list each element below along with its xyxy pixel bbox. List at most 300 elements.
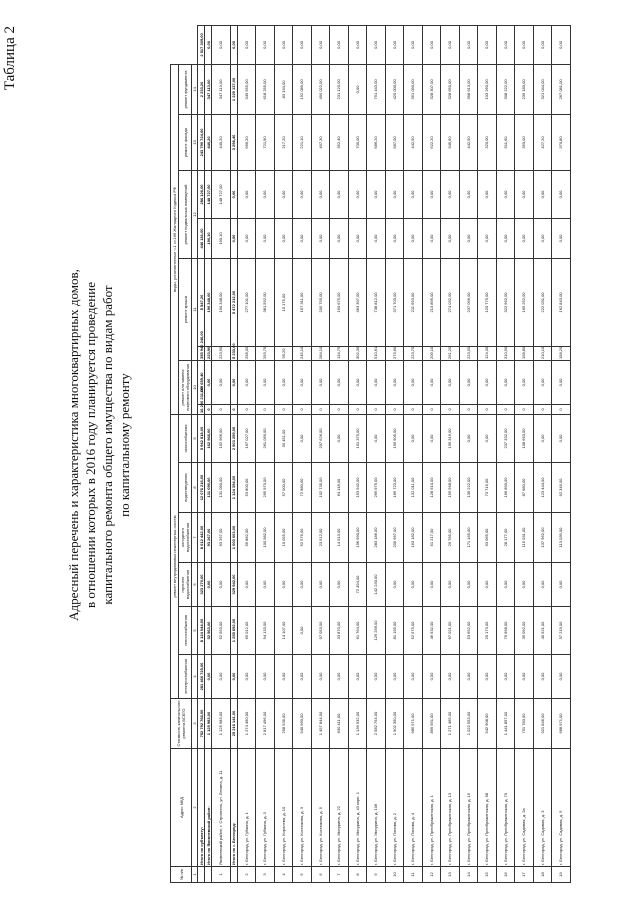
- row-value: 23 512,00: [311, 513, 330, 563]
- row-value: 302,30: [348, 346, 367, 360]
- row-value: 83 164,00: [274, 64, 293, 114]
- row-value: 542 908,00: [478, 699, 497, 749]
- row-value: 0,00: [348, 218, 367, 258]
- row-value: 0,00: [237, 170, 256, 218]
- row-address: г. Белгород, ул. Попова, д. 4: [404, 749, 423, 867]
- row-value: 0,00: [478, 414, 497, 462]
- row-value: 0,00: [230, 360, 237, 404]
- row-value: 350,00: [515, 114, 534, 170]
- row-value: 52 563,00: [205, 607, 212, 655]
- row-value: 261 069,00: [256, 414, 275, 462]
- row-value: 0: [459, 404, 478, 414]
- row-value: 0,00: [330, 170, 349, 218]
- row-value: 166 723,00: [385, 463, 404, 513]
- row-value: 171 165,00: [459, 513, 478, 563]
- row-value: 0,00: [515, 218, 534, 258]
- row-value: 0,00: [205, 360, 212, 404]
- row-value: 0,00: [367, 170, 386, 218]
- row-value: 196 890,00: [496, 463, 515, 513]
- row-value: 190,10: [212, 218, 231, 258]
- row-value: 0,00: [404, 563, 423, 607]
- row-value: 0,00: [441, 26, 460, 65]
- row-value: 921 846,00: [533, 699, 552, 749]
- row-value: 370,80: [552, 114, 571, 170]
- row-value: 0,00: [385, 26, 404, 65]
- row-address: г. Белгород, ул. Губкина, д. 3: [256, 749, 275, 867]
- row-value: 0,00: [274, 218, 293, 258]
- table-row: [459, 26, 478, 883]
- row-value: 223,90: [205, 346, 211, 359]
- row-value: 258 535,00: [274, 699, 293, 749]
- row-value: 0,00: [459, 218, 478, 258]
- row-value: 355 942 246,00: [198, 331, 204, 359]
- row-value: 0: [274, 404, 293, 414]
- row-value: 0,00: [274, 563, 293, 607]
- row-address: г. Белгород, ул. Костюкова, д. 3: [293, 749, 312, 867]
- col-number: 11: [192, 258, 198, 360]
- row-value: 0,00: [274, 360, 293, 404]
- row-value: 0,00: [404, 26, 423, 65]
- row-value: 349 555,00: [237, 64, 256, 114]
- row-value: 120 775,00: [478, 258, 497, 346]
- row-value: 0,00: [367, 218, 386, 258]
- row-value: 0,00: [293, 607, 312, 655]
- row-value: 0: [515, 404, 534, 414]
- row-value: 0,00: [496, 218, 515, 258]
- row-value: 64 118,00: [330, 463, 349, 513]
- col-header-lift: ремонт или замена лифтового оборудования: [179, 360, 192, 414]
- row-address: г. Белгород, ул. Преображенская, д. 68: [478, 749, 497, 867]
- row-value: 985 971,00: [404, 699, 423, 749]
- col-number: 13: [192, 114, 198, 170]
- row-value: 0,00: [496, 655, 515, 699]
- row-value: 0: [367, 404, 386, 414]
- row-value: 281 460 725,00: [198, 655, 205, 699]
- row-value: 165 252,00: [515, 258, 534, 346]
- row-value: 371 703,00: [385, 258, 404, 346]
- row-value: 0,00: [552, 414, 571, 462]
- row-value: 131 090,00: [212, 463, 231, 513]
- row-value: 12 076 216,00: [198, 463, 205, 513]
- row-value: 5 233,00: [231, 343, 236, 359]
- row-value: 0,00: [348, 655, 367, 699]
- row-value: 46 532,00: [422, 607, 441, 655]
- row-value: 28 177,00: [496, 513, 515, 563]
- row-value: 0,00: [385, 655, 404, 699]
- row-value: 0,00: [459, 360, 478, 404]
- row-value: 108 663,00: [515, 414, 534, 462]
- row-value: 209,10: [422, 346, 441, 360]
- row-value: 223,90: [212, 346, 231, 360]
- col-header-cold-water: холодного водоснабжения: [179, 513, 192, 563]
- row-value: 37 219,00: [552, 607, 571, 655]
- row-value: 72 980,00: [293, 463, 312, 513]
- row-value: 2 233,20: [198, 64, 205, 114]
- row-value: 398 613,00: [459, 64, 478, 114]
- row-value: 0,00: [311, 563, 330, 607]
- row-value: 51 217,00: [422, 513, 441, 563]
- row-value: 148 727,00: [205, 170, 212, 218]
- table-row: [367, 26, 386, 883]
- row-value: 0,00: [552, 563, 571, 607]
- row-value: 221,10: [293, 114, 312, 170]
- row-value: 20 785,00: [441, 513, 460, 563]
- row-value: 0,00: [552, 218, 571, 258]
- row-value: 93 267,00: [212, 513, 231, 563]
- row-value: 158,20: [552, 346, 571, 360]
- row-value: 0,00: [533, 414, 552, 462]
- row-value: 310,90: [496, 346, 515, 360]
- row-number: 8: [348, 867, 367, 883]
- row-value: 420 000,00: [385, 64, 404, 114]
- row-value: 1 229 137,00: [230, 64, 237, 114]
- row-number: 5: [293, 867, 312, 883]
- table-row: [237, 26, 256, 883]
- row-value: 0,00: [441, 218, 460, 258]
- row-value: 210,10: [533, 346, 552, 360]
- row-value: 0: [293, 404, 312, 414]
- row-value: 33 870,00: [330, 607, 349, 655]
- row-value: 0,00: [404, 218, 423, 258]
- row-value: 217,20: [274, 114, 293, 170]
- row-value: 0: [230, 404, 237, 414]
- col-header-sewerage: водоотведения: [179, 463, 192, 513]
- row-number: 19: [552, 867, 571, 883]
- row-value: 25 216 141,00: [230, 699, 237, 749]
- row-value: 190 348,00: [205, 258, 212, 346]
- row-value: 61 764,00: [348, 607, 367, 655]
- row-value: 0,00: [404, 360, 423, 404]
- row-value: 2 817 496,00: [256, 699, 275, 749]
- row-value: 0,00: [274, 655, 293, 699]
- row-value: 1 271 465,00: [441, 699, 460, 749]
- row-number: [205, 867, 212, 883]
- total-row: [205, 26, 212, 883]
- col-header-roof: ремонт крыши: [179, 258, 192, 360]
- row-value: 1 000 003,00: [230, 513, 237, 563]
- row-value: 0,00: [422, 26, 441, 65]
- row-value: 322 962,00: [496, 258, 515, 346]
- row-value: 0,00: [459, 26, 478, 65]
- row-value: 92 349,00: [552, 463, 571, 513]
- row-value: 0,00: [237, 360, 256, 404]
- row-value: 0,00: [459, 414, 478, 462]
- row-value: 158,80: [515, 346, 534, 360]
- row-value: 0,00: [330, 26, 349, 65]
- row-value: 162 843,00: [552, 258, 571, 346]
- row-value: 347 113,00: [212, 64, 231, 114]
- row-value: 0,00: [496, 26, 515, 65]
- row-value: 115 031,00: [515, 513, 534, 563]
- row-number: 2: [237, 867, 256, 883]
- table-row: [385, 26, 404, 883]
- row-value: 0,00: [515, 26, 534, 65]
- row-value: 2 517 309,00: [198, 26, 205, 65]
- row-value: 16 250 231,00: [198, 387, 204, 413]
- row-value: 323 270,00: [198, 563, 205, 607]
- row-value: 0,00: [367, 26, 386, 65]
- row-value: 0: [212, 404, 231, 414]
- col-number: 3: [192, 699, 198, 749]
- row-value: 0: [256, 404, 275, 414]
- row-number: 4: [274, 867, 293, 883]
- row-value: 10 055,00: [274, 513, 293, 563]
- row-value: 427,20: [533, 114, 552, 170]
- col-header-address: Адрес МКД: [171, 749, 192, 867]
- row-number: [198, 867, 205, 883]
- row-value: 231 120,00: [330, 64, 349, 114]
- row-value: 0: [496, 404, 515, 414]
- row-value: 191 375,00: [348, 414, 367, 462]
- table-row: [422, 26, 441, 883]
- row-value: 196 990,00: [348, 513, 367, 563]
- row-value: 446 181,00: [198, 218, 205, 258]
- row-value: 0,00: [293, 414, 312, 462]
- row-value: 35 092,00: [515, 607, 534, 655]
- row-value: 1 125 983,00: [205, 699, 212, 749]
- row-value: 0,00: [478, 563, 497, 607]
- row-address: Итого по г. Белгород:: [230, 749, 237, 867]
- row-value: 93 267,00: [205, 513, 212, 563]
- document-title-line-1: Адресный перечень и характеристика многоквартирных домов,: [66, 269, 81, 621]
- row-value: 195 316,00: [441, 414, 460, 462]
- row-value: 57 000,00: [274, 463, 293, 513]
- row-value: 0,00: [515, 563, 534, 607]
- col-number: 5: [192, 607, 198, 655]
- row-value: 0,00: [237, 563, 256, 607]
- row-value: 0,00: [274, 170, 293, 218]
- row-value: 0: [205, 404, 212, 414]
- row-value: 0,00: [256, 218, 275, 258]
- col-number: 8: [192, 463, 198, 513]
- row-value: 87 680,00: [515, 463, 534, 513]
- row-value: 65 012,00: [237, 607, 256, 655]
- row-number: 16: [496, 867, 515, 883]
- col-header-num: № п/п: [171, 867, 192, 883]
- register-table-body: [198, 26, 571, 883]
- row-value: 666,20: [237, 114, 256, 170]
- row-value: 0,00: [348, 64, 367, 114]
- col-header-hot-water: горячего водоснабжения: [179, 563, 192, 607]
- row-value: 1 457 844,00: [311, 699, 330, 749]
- row-value: 0,00: [230, 26, 237, 65]
- row-value: 213 899,00: [422, 258, 441, 346]
- row-value: 295 970,00: [256, 463, 275, 513]
- row-value: 53 652,00: [459, 607, 478, 655]
- row-value: 0: [385, 404, 404, 414]
- row-value: 0,00: [459, 655, 478, 699]
- row-value: 440,20: [212, 114, 231, 170]
- row-value: 0,00: [533, 218, 552, 258]
- row-value: 0,00: [533, 655, 552, 699]
- row-value: 30 451,00: [274, 414, 293, 462]
- row-value: 442,50: [404, 114, 423, 170]
- row-value: 94 133,00: [256, 607, 275, 655]
- row-value: 113 039,00: [552, 513, 571, 563]
- row-address: г. Белгород, ул. Садовая, д. 3: [533, 749, 552, 867]
- row-value: 56 882,00: [237, 513, 256, 563]
- row-value: 0,00: [404, 170, 423, 218]
- row-value: 0,00: [212, 360, 231, 404]
- row-value: 0,00: [212, 655, 231, 699]
- col-number: 4: [192, 655, 198, 699]
- row-value: 0,00: [422, 414, 441, 462]
- row-value: 0,00: [533, 563, 552, 607]
- row-value: 791 443,00: [367, 64, 386, 114]
- row-value: 345,60: [441, 114, 460, 170]
- group-header-works: ремонт внутридомовых инженерных систем: [171, 414, 179, 698]
- row-value: 0,00: [237, 218, 256, 258]
- row-value: 190 348,00: [212, 258, 231, 346]
- row-value: 442,50: [459, 114, 478, 170]
- row-value: 0: [422, 404, 441, 414]
- row-value: 132 011,00: [404, 463, 423, 513]
- row-value: 0,00: [205, 26, 212, 65]
- row-value: 15 175,00: [274, 258, 293, 346]
- table-row: [274, 26, 293, 883]
- row-value: 277 101,00: [237, 258, 256, 346]
- row-value: 752 792 766,00: [198, 699, 205, 749]
- document-title-line-2: в отношении которых в 2016 году планируется проведение: [83, 282, 98, 608]
- table-row: [348, 26, 367, 883]
- row-value: 137 962,00: [533, 513, 552, 563]
- row-value: 109 659,40: [198, 360, 205, 404]
- row-value: 0,00: [441, 170, 460, 218]
- row-value: 81 195,00: [385, 607, 404, 655]
- row-value: 245,10: [293, 346, 312, 360]
- col-number: 6: [192, 563, 198, 607]
- row-value: 0,00: [515, 170, 534, 218]
- row-value: 2 582 754,00: [367, 699, 386, 749]
- row-value: 93 065,00: [478, 513, 497, 563]
- row-value: 1 255 692,00: [230, 607, 237, 655]
- row-value: 131 090,00: [205, 463, 212, 513]
- row-number: 6: [311, 867, 330, 883]
- row-value: 0,00: [385, 218, 404, 258]
- col-header-facade: ремонт фасада: [179, 114, 192, 170]
- row-value: 0,00: [385, 170, 404, 218]
- row-value: 0,00: [230, 170, 237, 218]
- row-value: 0,00: [478, 26, 497, 65]
- row-value: 284,10: [311, 346, 330, 360]
- row-value: 124,30: [478, 346, 497, 360]
- row-value: 0,00: [205, 655, 212, 699]
- row-value: 1 139 932,00: [348, 699, 367, 749]
- row-number: 15: [478, 867, 497, 883]
- row-number: 12: [422, 867, 441, 883]
- row-value: 0,00: [293, 26, 312, 65]
- row-number: 11: [404, 867, 423, 883]
- col-header-total: Стоимость капитального ремонта ВСЕГО: [171, 699, 192, 749]
- row-value: 205 755,00: [311, 258, 330, 346]
- row-value: 329 942,00: [230, 563, 237, 607]
- row-value: 67 021,00: [441, 607, 460, 655]
- row-value: 167 027,00: [237, 414, 256, 462]
- row-value: 128 610,00: [422, 463, 441, 513]
- row-value: 0,00: [459, 563, 478, 607]
- row-value: 0,00: [478, 655, 497, 699]
- row-value: 738 812,00: [367, 258, 386, 346]
- row-value: 222 031,00: [533, 258, 552, 346]
- table-row: [552, 26, 571, 883]
- table-row: [478, 26, 497, 883]
- col-number: 10: [192, 360, 198, 414]
- row-value: 211 693,00: [404, 258, 423, 346]
- row-value: 258,00: [237, 346, 256, 360]
- row-value: 190,10: [205, 218, 212, 258]
- row-value: 8 124 044,00: [198, 607, 205, 655]
- row-value: 0,00: [256, 563, 275, 607]
- col-number: 9: [192, 414, 198, 462]
- row-value: 1 124 394,00: [230, 463, 237, 513]
- row-value: 511,60: [496, 114, 515, 170]
- row-value: 0,00: [293, 655, 312, 699]
- row-value: 0,00: [422, 218, 441, 258]
- row-value: 1 902 350,00: [385, 699, 404, 749]
- col-header-gas: газоснабжения: [179, 414, 192, 462]
- row-value: 0,00: [533, 26, 552, 65]
- row-value: 5 942 818,00: [198, 414, 205, 462]
- row-value: 0,00: [348, 26, 367, 65]
- row-value: 1 441 857,00: [496, 699, 515, 749]
- row-address: Итого по субъекту:: [198, 749, 205, 867]
- row-value: 320,00: [478, 114, 497, 170]
- row-value: 0,00: [348, 360, 367, 404]
- row-value: 0,00: [212, 26, 231, 65]
- row-value: 0,00: [552, 170, 571, 218]
- row-value: 321 044,00: [533, 64, 552, 114]
- row-value: 899 951,00: [422, 699, 441, 749]
- row-value: 283 186,00: [367, 513, 386, 563]
- row-value: 587,00: [385, 114, 404, 170]
- row-address: Яковлевский район, г. Строитель, ул. Ленина, д. 11: [212, 749, 231, 867]
- row-address: Итого по Яковлевский район:: [205, 749, 212, 867]
- row-number: 17: [515, 867, 534, 883]
- row-value: 0: [237, 404, 256, 414]
- row-value: 0,00: [237, 655, 256, 699]
- row-value: 134,70: [330, 346, 349, 360]
- row-value: 0: [441, 404, 460, 414]
- row-value: 351 090,00: [404, 64, 423, 114]
- row-value: 440,20: [205, 114, 212, 170]
- row-value: 0,00: [422, 563, 441, 607]
- row-value: 0,00: [256, 26, 275, 65]
- row-value: 123 444,00: [533, 463, 552, 513]
- row-value: 52 563,00: [212, 607, 231, 655]
- table-row: [496, 26, 515, 883]
- row-value: 0: [478, 404, 497, 414]
- row-value: 0,00: [367, 360, 386, 404]
- row-value: 0,00: [311, 655, 330, 699]
- row-value: 0,00: [533, 170, 552, 218]
- col-number: 12: [192, 170, 198, 258]
- row-value: 139 222,00: [459, 463, 478, 513]
- table-row: [311, 26, 330, 883]
- row-value: 102 735,00: [311, 463, 330, 513]
- row-value: 286 126,00: [198, 170, 205, 218]
- row-value: 0,00: [385, 563, 404, 607]
- row-address: г. Белгород, ул. Губкина, д. 1: [237, 749, 256, 867]
- row-value: 630 411,00: [330, 699, 349, 749]
- row-value: 52 975,00: [404, 607, 423, 655]
- row-value: 490 022,00: [311, 64, 330, 114]
- row-value: 2 503 259,00: [230, 414, 237, 462]
- col-number: 7: [192, 513, 198, 563]
- row-value: 0: [404, 404, 423, 414]
- row-value: 267 081,00: [552, 64, 571, 114]
- row-value: 705,00: [348, 114, 367, 170]
- total-row: [230, 26, 237, 883]
